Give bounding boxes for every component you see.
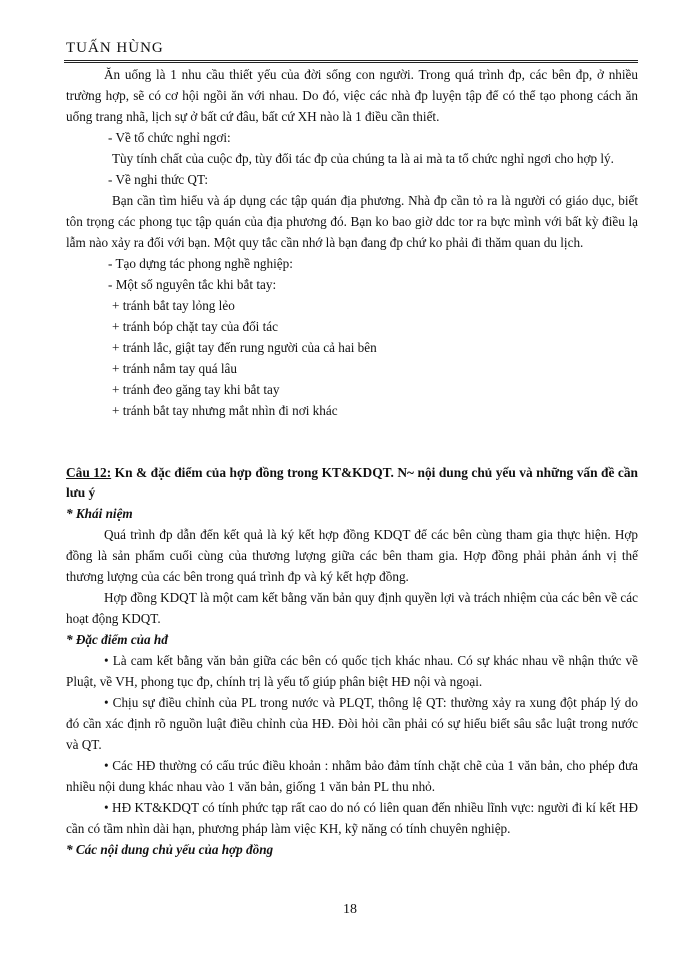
question-heading bbox=[66, 463, 638, 503]
main-content-heading: * Các nội dung chủ yếu của hợp đồng bbox=[66, 842, 274, 857]
handshake-rule: + tránh bắt tay lỏng lẻo bbox=[112, 298, 235, 313]
handshake-rule: + tránh nắm tay quá lâu bbox=[112, 361, 237, 376]
handshake-rule: + tránh bóp chặt tay của đối tác bbox=[112, 319, 278, 334]
intro-paragraph: Ăn uống là 1 nhu cầu thiết yếu của đời sống con người. Trong quá trình đp, các bên đp, ở nhiều trường hợp, sẽ có cơ hội ngồi ăn với nhau. Do đó, việc các nhà đp luyện tập để có thể tạo phong cách ăn uống trang nhã, lịch sự ở bất cứ đâu, bất cứ XH nào là 1 điều cần thiết. bbox=[66, 67, 638, 124]
feature-item: • Chịu sự điều chỉnh của PL trong nước và PLQT, thông lệ QT: thường xảy ra xung đột pháp lý do đó cần xác định rõ nguồn luật điều chỉnh của HĐ. Đòi hỏi cần phải có sự hiểu biết sâu sắc luật trong nước và QT. bbox=[66, 695, 638, 752]
handshake-heading: - Một số nguyên tắc khi bắt tay: bbox=[108, 277, 277, 292]
handshake-rule: + tránh đeo găng tay khi bắt tay bbox=[112, 382, 280, 397]
features-heading: * Đặc điểm của hđ bbox=[66, 632, 168, 647]
page-content bbox=[66, 64, 638, 860]
ritual-heading: - Về nghi thức QT: bbox=[108, 172, 209, 187]
feature-item: • Các HĐ thường có cấu trúc điều khoản : nhằm bảo đảm tính chặt chẽ của 1 văn bản, cho phép đưa nhiều nội dung khác nhau vào 1 văn bản, giống 1 văn bản PL thu nhỏ. bbox=[66, 758, 638, 794]
org-heading: - Về tổ chức nghỉ ngơi: bbox=[108, 130, 231, 145]
concept-paragraph: Quá trình đp dẫn đến kết quả là ký kết hợp đồng KDQT để các bên cùng tham gia thực hiện. Hợp đồng là sản phẩm cuối cùng của thương lượng giữa các bên tham gia. Hợp đồng phải phản ánh vị thế thương lượng của các bên trong quá trình đp và ký kết hợp đồng. bbox=[66, 527, 638, 584]
feature-item: • Là cam kết bằng văn bản giữa các bên có quốc tịch khác nhau. Có sự khác nhau về nhận thức về Pluật, về VH, phong tục đp, chính trị là yếu tố giúp phân biệt HĐ nội và ngoại. bbox=[66, 653, 638, 689]
org-paragraph: Tùy tính chất của cuộc đp, tùy đối tác đp của chúng ta là ai mà ta tổ chức nghỉ ngơi cho hợp lý. bbox=[112, 151, 614, 166]
header-divider bbox=[64, 60, 638, 63]
concept-heading: * Khái niệm bbox=[66, 506, 133, 521]
concept-paragraph: Hợp đồng KDQT là một cam kết bằng văn bản quy định quyền lợi và trách nhiệm của các bên về các hoạt động KDQT. bbox=[66, 590, 638, 626]
page-number: 18 bbox=[343, 902, 357, 917]
handshake-rule: + tránh bắt tay nhưng mắt nhìn đi nơi khác bbox=[112, 403, 338, 418]
header-title: TUẤN HÙNG bbox=[66, 40, 164, 56]
question-number: Câu 12: bbox=[66, 465, 112, 480]
style-heading: - Tạo dựng tác phong nghề nghiệp: bbox=[108, 256, 293, 271]
section-gap bbox=[66, 421, 638, 463]
question-title: Kn & đặc điểm của hợp đồng trong KT&KDQT. N~ nội dung chủ yếu và những vấn đề cần lưu ý bbox=[66, 465, 639, 500]
feature-item: • HĐ KT&KDQT có tính phức tạp rất cao do nó có liên quan đến nhiều lĩnh vực: người đi kí kết HĐ cần có tầm nhìn dài hạn, phương pháp làm việc KH, kỹ năng có tính chuyên nghiệp. bbox=[66, 800, 638, 836]
handshake-rule: + tránh lắc, giật tay đến rung người của cả hai bên bbox=[112, 340, 377, 355]
ritual-paragraph: Bạn cần tìm hiểu và áp dụng các tập quán địa phương. Nhà đp cần tỏ ra là người có giáo dục, biết tôn trọng các phong tục tập quán của địa phương đó. Bạn ko bao giờ ddc tor ra bực mình với bất kỳ điều lạ lẫm nào xảy ra đối với bạn. Một quy tắc cần nhớ là bạn đang đp chứ ko phải đi thăm quan du lịch. bbox=[66, 193, 638, 250]
